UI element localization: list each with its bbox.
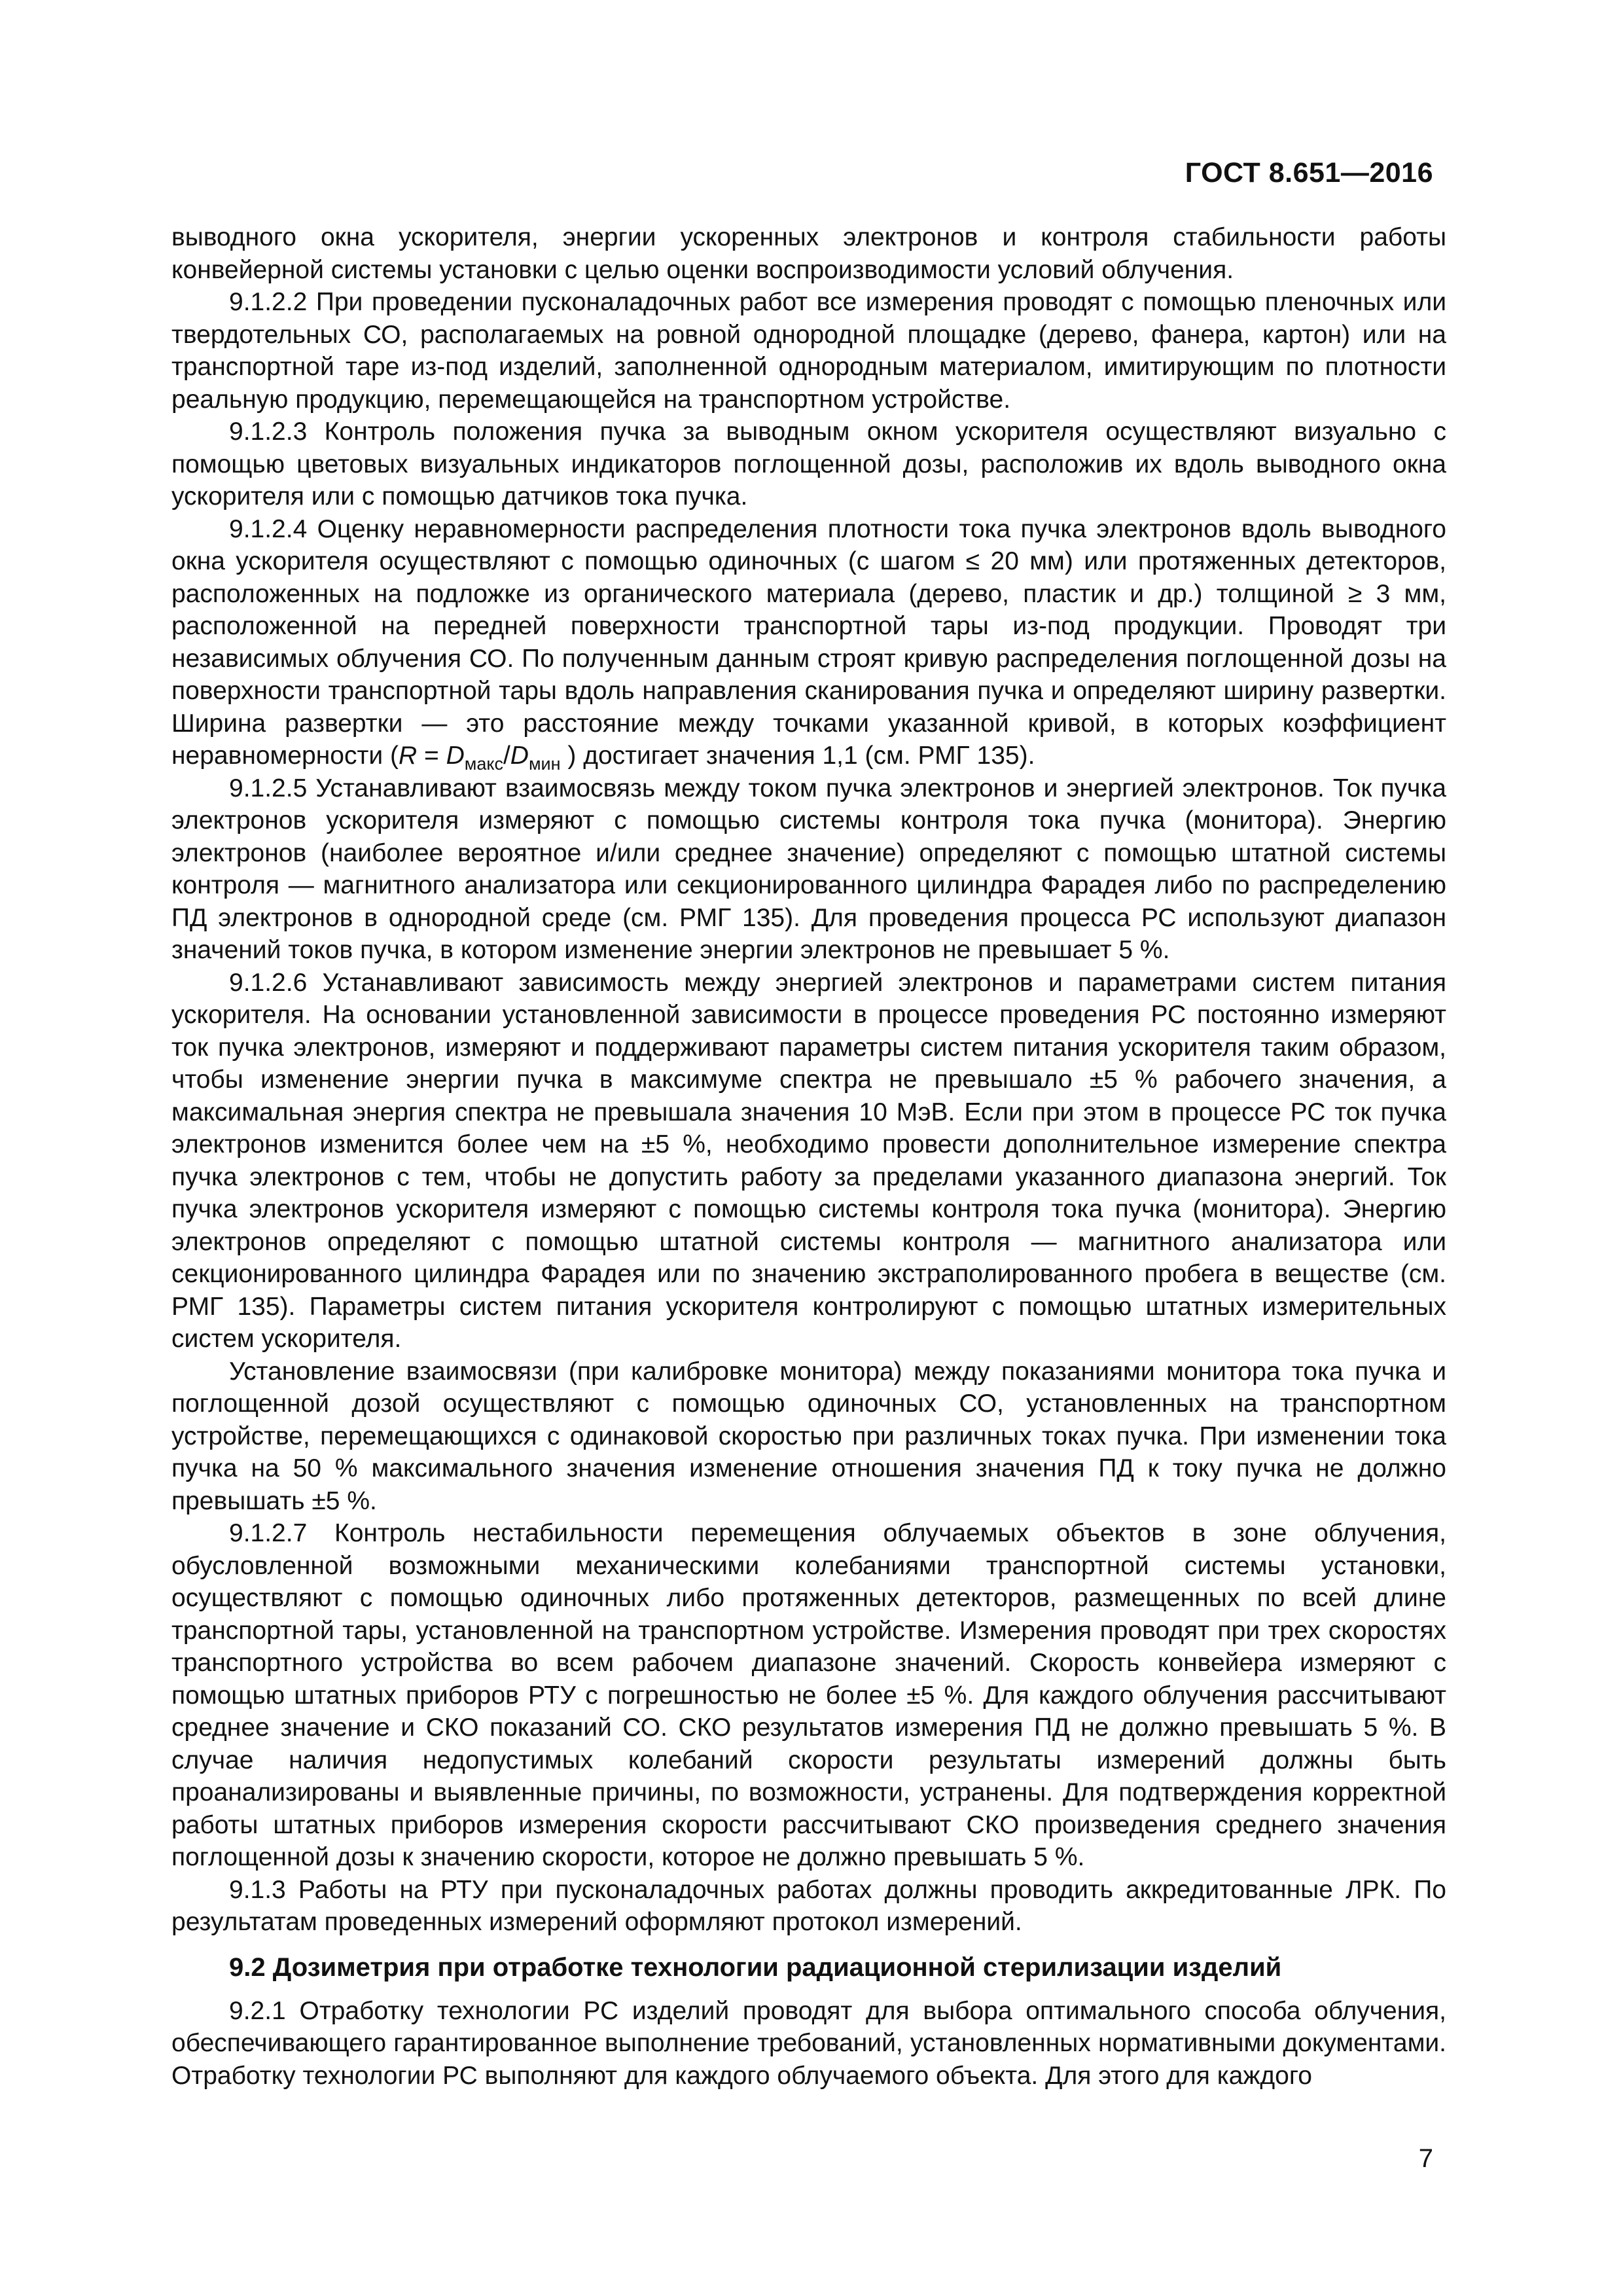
- document-header-id: ГОСТ 8.651—2016: [1185, 157, 1433, 188]
- paragraph-9-1-2-3: 9.1.2.3 Контроль положения пучка за выводным окном ускорителя осуществляют визуально с помощью цветовых визуальных индикаторов поглощенной дозы, расположив их вдоль выводного окна ускорителя или с помощью датчиков тока пучка.: [171, 418, 1446, 511]
- paragraph-9-1-2-4: [171, 513, 1446, 772]
- paragraph-9-1-2-7: 9.1.2.7 Контроль нестабильности перемещения облучаемых объектов в зоне облучения, обусловленной возможными механическими колебаниями транспортной системы установки, осуществляют с помощью одиночных либо протяженных детекторов, размещенных по всей длине транспортной тары, установленной на транспортном устройстве. Измерения проводят при трех скоростях транспортного устройства во всем рабочем диапазоне значений. Скорость конвейера измеряют с помощью штатных приборов РТУ с погрешностью не более ±5 %. Для каждого облучения рассчитывают среднее значение и СКО показаний СО. СКО результатов измерения ПД не должно превышать 5 %. В случае наличия недопустимых колебаний скорости результаты измерений должны быть проанализированы и выявленные причины, по возможности, устранены. Для подтверждения корректной работы штатных приборов измерения скорости рассчитывают СКО произведения среднего значения поглощенной дозы к значению скорости, которое не должно превышать 5 %.: [171, 1519, 1446, 1871]
- formula-equals: =: [417, 742, 446, 770]
- paragraph-9-1-2-6: 9.1.2.6 Устанавливают зависимость между энергией электронов и параметрами систем питания ускорителя. На основании установленной зависимости в процессе проведения РС постоянно измеряют ток пучка электронов, измеряют и поддерживают параметры систем питания ускорителя таким образом, чтобы изменение энергии пучка в максимуме спектра не превышало ±5 % рабочего значения, а максимальная энергия спектра не превышала значения 10 МэВ. Если при этом в процессе РС ток пучка электронов изменится более чем на ±5 %, необходимо провести дополнительное измерение спектра пучка электронов с тем, чтобы не допустить работу за пределами указанного диапазона энергий. Ток пучка электронов ускорителя измеряют с помощью системы контроля тока пучка (монитора). Энергию электронов определяют с помощью штатной системы контроля — магнитного анализатора или секционированного цилиндра Фарадея или по значению экстраполированного пробега в веществе (см. РМГ 135). Параметры систем питания ускорителя контролируют с помощью штатных измерительных систем ускорителя.: [171, 968, 1446, 1353]
- formula-d-max: D: [446, 742, 465, 770]
- formula-tail: ) достигает значения 1,1 (см. РМГ 135).: [560, 742, 1035, 770]
- section-heading-9-2: 9.2 Дозиметрия при отработке технологии радиационной стерилизации изделий: [229, 1952, 1282, 1982]
- document-body: [171, 221, 1446, 2092]
- paragraph-continuation: выводного окна ускорителя, энергии ускоренных электронов и контроля стабильности работы конвейерной системы установки с целью оценки воспроизводимости условий облучения.: [171, 223, 1446, 284]
- formula-d-min: D: [510, 742, 529, 770]
- paragraph-9-1-3: 9.1.3 Работы на РТУ при пусконаладочных работах должны проводить аккредитованные ЛРК. По результатам проведенных измерений оформляют протокол измерений.: [171, 1875, 1446, 1936]
- formula-sub-min: мин: [528, 754, 561, 774]
- formula-slash: /: [503, 742, 510, 770]
- page-number: 7: [1418, 2144, 1433, 2173]
- formula-sub-max: макс: [464, 754, 503, 774]
- paragraph-9-1-2-4-text: 9.1.2.4 Оценку неравномерности распределения плотности тока пучка электронов вдоль выводного окна ускорителя осуществляют с помощью одиночных (с шагом ≤ 20 мм) или протяженных детекторов, расположенных на подложке из органического материала (дерево, пластик и др.) толщиной ≥ 3 мм, расположенной на передней поверхности транспортной тары из-под продукции. Проводят три независимых облучения СО. По полученным данным строят кривую распределения поглощенной дозы на поверхности транспортной тары вдоль направления сканирования пучка и определяют ширину развертки. Ширина развертки — это расстояние между точками указанной кривой, в которых коэффициент неравномерности (: [171, 514, 1446, 770]
- paragraph-9-1-2-5: 9.1.2.5 Устанавливают взаимосвязь между током пучка электронов и энергией электронов. Ток пучка электронов ускорителя измеряют с помощью системы контроля тока пучка (монитора). Энергию электронов (наиболее вероятное и/или среднее значение) определяют с помощью штатной системы контроля — магнитного анализатора или секционированного цилиндра Фарадея либо по распределению ПД электронов в однородной среде (см. РМГ 135). Для проведения процесса РС используют диапазон значений токов пучка, в котором изменение энергии электронов не превышает 5 %.: [171, 774, 1446, 964]
- formula-r: R: [398, 742, 418, 770]
- paragraph-9-1-2-2: 9.1.2.2 При проведении пусконаладочных работ все измерения проводят с помощью пленочных или твердотельных СО, располагаемых на ровной однородной площадке (дерево, фанера, картон) или на транспортной таре из-под изделий, заполненной однородным материалом, имитирующим по плотности реальную продукцию, перемещающейся на транспортном устройстве.: [171, 288, 1446, 414]
- paragraph-monitor-calibration: Установление взаимосвязи (при калибровке монитора) между показаниями монитора тока пучка и поглощенной дозой осуществляют с помощью одиночных СО, установленных на транспортном устройстве, перемещающихся с одинаковой скоростью при различных токах пучка. При изменении тока пучка на 50 % максимального значения изменение отношения значения ПД к току пучка не должно превышать ±5 %.: [171, 1357, 1446, 1515]
- paragraph-9-2-1: 9.2.1 Отработку технологии РС изделий проводят для выбора оптимального способа облучения, обеспечивающего гарантированное выполнение требований, установленных нормативными документами. Отработку технологии РС выполняют для каждого облучаемого объекта. Для этого для каждого: [171, 1996, 1446, 2090]
